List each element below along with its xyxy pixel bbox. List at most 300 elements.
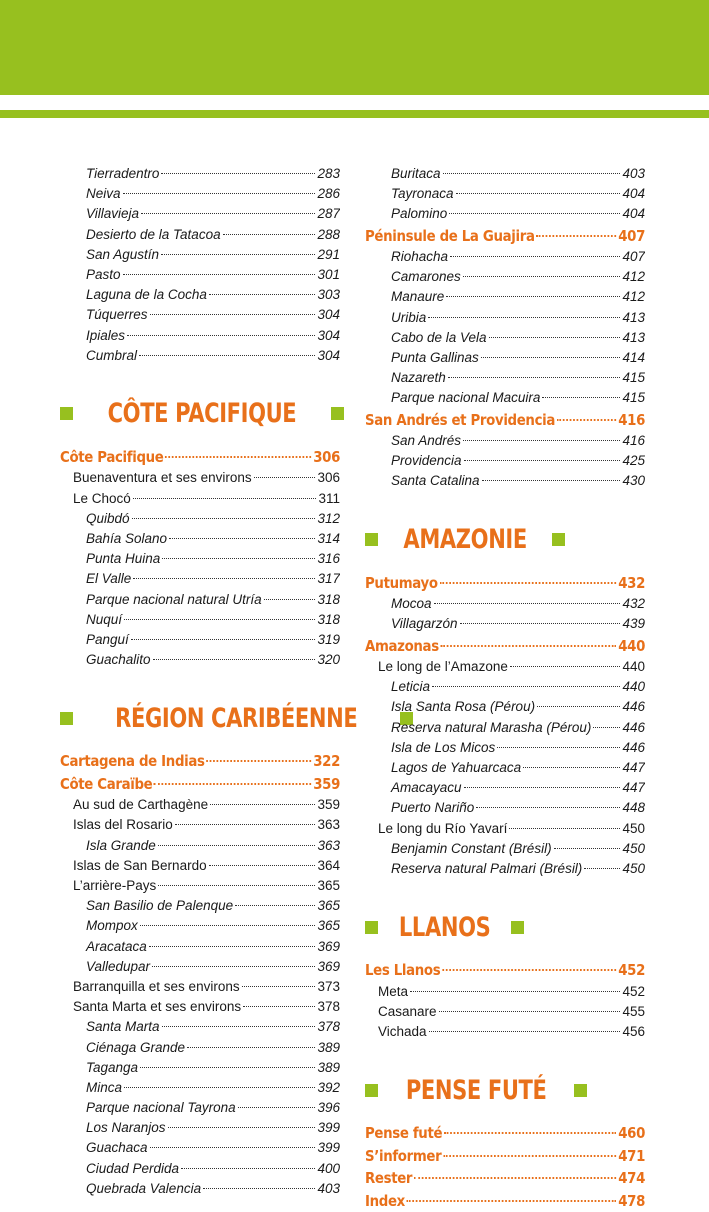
toc-entry-label: Taganga <box>86 1059 139 1075</box>
toc-entry[interactable] <box>60 815 340 835</box>
toc-entry-label: Quibdó <box>86 510 130 526</box>
toc-page-number: 403 <box>622 166 645 181</box>
toc-entry-label: El Valle <box>86 571 132 587</box>
toc-page-number: 412 <box>622 289 645 305</box>
toc-entry[interactable] <box>60 1118 340 1138</box>
toc-entry[interactable] <box>60 1017 340 1037</box>
toc-entry[interactable] <box>365 308 645 328</box>
toc-entry-label: Cabo de la Vela <box>391 329 487 345</box>
toc-entry[interactable] <box>365 718 645 738</box>
toc-main-entry[interactable] <box>365 1122 645 1145</box>
dot-leader <box>439 1011 621 1012</box>
toc-page-number: 456 <box>622 1023 645 1039</box>
dot-leader <box>444 1132 617 1134</box>
toc-page-number: 286 <box>317 186 340 202</box>
toc-entry-label: Villagarzón <box>391 616 458 632</box>
header-band <box>0 0 709 95</box>
toc-page-number: 425 <box>622 453 645 469</box>
toc-main-entry[interactable] <box>365 1190 645 1212</box>
toc-entry-label: Barranquilla et ses environs <box>73 978 240 994</box>
toc-entry[interactable] <box>60 977 340 997</box>
toc-column-left <box>60 164 358 1199</box>
dot-leader <box>463 276 621 277</box>
toc-entry[interactable] <box>365 388 645 408</box>
dot-leader <box>509 828 620 829</box>
toc-entry-label: Panguí <box>86 631 129 647</box>
dot-leader <box>536 235 616 237</box>
toc-entry-label: Rester <box>365 1169 413 1188</box>
toc-entry[interactable] <box>365 839 645 859</box>
toc-page-number: 432 <box>618 573 646 592</box>
toc-entry[interactable] <box>365 738 645 758</box>
toc-entry-label: Mocoa <box>391 596 432 612</box>
dot-leader <box>476 807 620 808</box>
toc-page-number: 416 <box>618 410 646 429</box>
toc-entry-label: Santa Marta <box>86 1019 160 1035</box>
toc-page-number: 389 <box>317 1039 340 1055</box>
toc-entry[interactable] <box>60 529 340 549</box>
dot-leader <box>254 477 316 478</box>
toc-entry-label: Lagos de Yahuarcaca <box>391 759 522 775</box>
section-title-wrap <box>73 398 331 429</box>
toc-page-number: 378 <box>317 999 340 1015</box>
toc-entry[interactable] <box>60 549 340 569</box>
toc-entry[interactable] <box>60 346 340 366</box>
toc-entry-label: Index <box>365 1191 405 1210</box>
toc-page-number: 304 <box>317 347 340 363</box>
dot-leader <box>149 946 316 947</box>
toc-entry[interactable] <box>60 876 340 896</box>
toc-entry-label: San Basilio de Palenque <box>86 898 234 914</box>
toc-entry[interactable] <box>365 677 645 697</box>
toc-entry-label: Santa Marta et ses environs <box>73 999 242 1015</box>
toc-column-right <box>365 164 645 1212</box>
toc-entry-label: Riohacha <box>391 249 449 265</box>
dot-leader <box>428 317 620 318</box>
toc-page-number: 452 <box>618 961 646 980</box>
toc-entry[interactable] <box>365 1002 645 1022</box>
toc-entry[interactable] <box>60 326 340 346</box>
dot-leader <box>203 1188 315 1189</box>
toc-page-number: 447 <box>622 780 645 796</box>
toc-page-number: 413 <box>622 309 645 325</box>
dot-leader <box>441 645 617 647</box>
square-marker-icon <box>60 407 73 420</box>
toc-page-number: 311 <box>318 490 340 506</box>
toc-entry[interactable] <box>60 285 340 305</box>
toc-entry[interactable] <box>60 1159 340 1179</box>
toc-entry[interactable] <box>60 305 340 325</box>
dot-leader <box>264 599 316 600</box>
toc-entry[interactable] <box>60 795 340 815</box>
toc-entry[interactable] <box>60 836 340 856</box>
toc-entry-label: Buenaventura et ses environs <box>73 470 252 486</box>
toc-entry-label: Parque nacional Macuira <box>391 390 541 406</box>
toc-main-entry[interactable] <box>365 635 645 658</box>
square-marker-icon <box>331 407 344 420</box>
toc-entry[interactable] <box>60 489 340 509</box>
toc-page-number: 301 <box>317 266 340 282</box>
toc-page-number: 306 <box>317 470 340 486</box>
toc-page-number: 304 <box>317 327 340 343</box>
dot-leader <box>463 440 620 441</box>
toc-entry-label: Mompox <box>86 918 138 934</box>
toc-entry[interactable] <box>60 1179 340 1199</box>
square-marker-icon <box>552 533 565 546</box>
dot-leader <box>123 274 316 275</box>
toc-entry[interactable] <box>365 328 645 348</box>
toc-entry-label: Ciénaga Grande <box>86 1039 186 1055</box>
dot-leader <box>464 787 621 788</box>
toc-page-number: 446 <box>622 699 645 715</box>
toc-entry-label: Camarones <box>391 269 461 285</box>
toc-entry[interactable] <box>60 957 340 977</box>
toc-entry-label: Reserva natural Marasha (Pérou) <box>391 719 592 735</box>
toc-entry[interactable] <box>365 247 645 267</box>
toc-page-number: 430 <box>622 473 645 489</box>
toc-entry-label: Au sud de Carthagène <box>73 797 209 813</box>
dot-leader <box>132 518 316 519</box>
toc-entry-label: Tayronaca <box>391 186 454 202</box>
toc-entry-label: Ciudad Perdida <box>86 1160 180 1176</box>
square-marker-icon <box>365 921 378 934</box>
toc-page-number: 440 <box>622 659 645 674</box>
toc-page-number: 412 <box>622 269 645 285</box>
toc-entry[interactable] <box>365 982 645 1002</box>
toc-main-entry[interactable] <box>365 959 645 982</box>
toc-page-number: 287 <box>317 206 340 222</box>
toc-entry-label: Providencia <box>391 453 462 469</box>
toc-page-number: 403 <box>317 1180 340 1196</box>
toc-entry-label: Islas del Rosario <box>73 817 173 833</box>
dot-leader <box>542 397 620 398</box>
dot-leader <box>150 1147 316 1148</box>
toc-entry[interactable] <box>60 184 340 204</box>
toc-entry-label: San Andrés et Providencia <box>365 410 556 429</box>
toc-entry[interactable] <box>60 265 340 285</box>
toc-page-number: 389 <box>317 1059 340 1075</box>
toc-entry-label: Túquerres <box>86 307 148 323</box>
dot-leader <box>481 357 621 358</box>
dot-leader <box>127 335 315 336</box>
toc-page-number: 304 <box>317 307 340 323</box>
toc-page-number: 319 <box>317 631 340 647</box>
toc-entry[interactable] <box>365 798 645 818</box>
toc-page-number: 440 <box>622 679 645 695</box>
section-heading <box>60 384 340 444</box>
toc-page-number: 322 <box>313 752 341 771</box>
toc-entry-label: Guachalito <box>86 652 151 668</box>
toc-page-number: 359 <box>313 774 341 793</box>
toc-entry[interactable] <box>60 1078 340 1098</box>
dot-leader <box>557 419 617 421</box>
toc-page-number: 474 <box>618 1169 646 1188</box>
toc-page-number: 450 <box>622 820 645 836</box>
toc-entry[interactable] <box>60 856 340 876</box>
toc-page-number: 359 <box>317 797 340 813</box>
toc-page-number: 439 <box>622 616 645 632</box>
dot-leader <box>537 706 620 707</box>
toc-page-number: 447 <box>622 759 645 775</box>
dot-leader <box>124 619 315 620</box>
toc-page-number: 414 <box>622 350 645 365</box>
toc-entry-label: Le long du Río Yavarí <box>378 820 508 836</box>
toc-entry-label: Isla Grande <box>86 837 156 853</box>
toc-entry-label: Los Naranjos <box>86 1120 166 1136</box>
square-marker-icon <box>574 1084 587 1097</box>
toc-entry[interactable] <box>60 610 340 630</box>
toc-entry[interactable] <box>365 348 645 368</box>
square-marker-icon <box>365 1084 378 1097</box>
dot-leader <box>161 254 315 255</box>
toc-entry-label: L’arrière-Pays <box>73 878 157 893</box>
toc-main-entry[interactable] <box>365 1167 645 1190</box>
dot-leader <box>187 1047 315 1048</box>
toc-entry-label: Isla de Los Micos <box>391 739 496 755</box>
header-stripe <box>0 110 709 118</box>
dot-leader <box>434 603 621 604</box>
toc-entry-label: Puerto Nariño <box>391 800 475 816</box>
toc-page-number: 450 <box>622 840 645 856</box>
toc-entry[interactable] <box>60 997 340 1017</box>
toc-page-number: 303 <box>317 287 340 303</box>
dot-leader <box>206 760 311 762</box>
toc-page-number: 407 <box>618 226 646 245</box>
dot-leader <box>139 355 315 356</box>
toc-page-number: 446 <box>622 739 645 755</box>
toc-page-number: 365 <box>317 878 340 893</box>
toc-entry[interactable] <box>60 204 340 224</box>
toc-entry-label: Pense futé <box>365 1124 443 1143</box>
toc-entry-label: Reserva natural Palmari (Brésil) <box>391 860 583 876</box>
section-title: AMAZONIE <box>403 524 527 556</box>
toc-entry[interactable] <box>60 1058 340 1078</box>
toc-page-number: 314 <box>317 530 340 546</box>
toc-entry[interactable] <box>60 468 340 488</box>
dot-leader <box>169 538 315 539</box>
toc-main-entry[interactable] <box>365 409 645 432</box>
toc-entry-label: Cartagena de Indias <box>60 752 205 771</box>
toc-entry[interactable] <box>60 590 340 610</box>
toc-page-number: 312 <box>317 510 340 526</box>
section-title: PENSE FUTÉ <box>405 1074 547 1106</box>
toc-main-entry[interactable] <box>60 773 340 796</box>
dot-leader <box>464 460 621 461</box>
toc-page-number: 415 <box>622 370 645 386</box>
toc-entry[interactable] <box>365 1022 645 1042</box>
section-title: LLANOS <box>398 911 491 943</box>
toc-entry-label: Quebrada Valencia <box>86 1180 202 1196</box>
toc-entry[interactable] <box>60 896 340 916</box>
toc-page-number: 404 <box>622 186 645 202</box>
dot-leader <box>181 1168 315 1169</box>
dot-leader <box>158 885 315 886</box>
dot-leader <box>223 234 316 235</box>
toc-entry[interactable] <box>365 431 645 451</box>
toc-entry[interactable] <box>365 819 645 839</box>
toc-entry[interactable] <box>60 937 340 957</box>
toc-entry[interactable] <box>365 164 645 184</box>
dot-leader <box>482 480 621 481</box>
toc-page-number: 318 <box>317 591 340 607</box>
toc-entry[interactable] <box>60 164 340 184</box>
dot-leader <box>141 213 315 214</box>
dot-leader <box>209 294 316 295</box>
toc-main-entry[interactable] <box>365 572 645 595</box>
dot-leader <box>443 173 621 174</box>
toc-entry-label: Côte Caraïbe <box>60 774 153 793</box>
toc-entry[interactable] <box>60 630 340 650</box>
dot-leader <box>489 337 621 338</box>
toc-page-number: 478 <box>618 1191 646 1210</box>
toc-entry-label: Isla Santa Rosa (Pérou) <box>391 699 536 715</box>
square-marker-icon <box>365 533 378 546</box>
toc-page-number: 404 <box>622 206 645 222</box>
dot-leader <box>133 578 315 579</box>
dot-leader <box>414 1177 617 1179</box>
toc-entry[interactable] <box>365 859 645 879</box>
dot-leader <box>210 804 315 805</box>
toc-entry-label: Laguna de la Cocha <box>86 287 207 303</box>
dot-leader <box>238 1107 316 1108</box>
dot-leader <box>456 193 621 194</box>
dot-leader <box>154 783 311 785</box>
toc-entry-label: Santa Catalina <box>391 473 480 489</box>
toc-entry[interactable] <box>365 451 645 471</box>
toc-entry-label: Uribia <box>391 309 427 325</box>
toc-page-number: 318 <box>317 611 340 627</box>
toc-entry[interactable] <box>365 697 645 717</box>
toc-main-entry[interactable] <box>60 446 340 469</box>
toc-page-number: 440 <box>618 636 646 655</box>
toc-entry-label: S’informer <box>365 1146 442 1165</box>
toc-entry-label: Punta Gallinas <box>391 350 479 365</box>
toc-entry[interactable] <box>60 1038 340 1058</box>
toc-entry-label: San Agustín <box>86 246 160 262</box>
toc-page-number: 450 <box>622 860 645 876</box>
dot-leader <box>158 845 316 846</box>
toc-page-number: 399 <box>317 1140 340 1156</box>
toc-entry-label: Parque nacional Tayrona <box>86 1100 236 1116</box>
toc-entry[interactable] <box>60 225 340 245</box>
toc-entry-label: Punta Huina <box>86 551 161 567</box>
toc-entry-label: Neiva <box>86 186 121 202</box>
toc-entry-label: Tierradentro <box>86 166 160 181</box>
toc-entry[interactable] <box>365 778 645 798</box>
dot-leader <box>407 1200 617 1202</box>
dot-leader <box>448 377 621 378</box>
toc-page-number: 365 <box>317 918 340 934</box>
toc-entry[interactable] <box>365 267 645 287</box>
toc-entry[interactable] <box>365 594 645 614</box>
toc-entry[interactable] <box>365 657 645 677</box>
toc-page-number: 416 <box>622 433 645 449</box>
toc-main-entry[interactable] <box>60 750 340 773</box>
toc-entry-label: Pasto <box>86 266 121 282</box>
dot-leader <box>593 727 620 728</box>
dot-leader <box>162 558 315 559</box>
toc-entry-label: Côte Pacifique <box>60 447 164 466</box>
toc-page-number: 392 <box>317 1079 340 1095</box>
dot-leader <box>523 767 620 768</box>
toc-entry-label: Les Llanos <box>365 961 441 980</box>
dot-leader <box>123 193 316 194</box>
toc-entry-label: Villavieja <box>86 206 140 222</box>
toc-entry-label: Péninsule de La Guajira <box>365 226 535 245</box>
section-title: CÔTE PACIFIQUE <box>107 398 297 430</box>
toc-entry-label: Valledupar <box>86 958 151 974</box>
toc-page-number: 448 <box>622 800 645 816</box>
toc-entry-label: Benjamin Constant (Brésil) <box>391 840 552 856</box>
toc-page-number: 283 <box>317 166 340 181</box>
toc-page-number: 400 <box>317 1160 340 1176</box>
toc-entry[interactable] <box>60 1098 340 1118</box>
toc-entry[interactable] <box>60 245 340 265</box>
toc-entry[interactable] <box>365 471 645 491</box>
dot-leader <box>410 991 620 992</box>
toc-entry-label: Amacayacu <box>391 780 462 796</box>
toc-entry[interactable] <box>365 287 645 307</box>
toc-page-number: 364 <box>317 857 340 873</box>
section-heading <box>60 688 358 748</box>
toc-page-number: 399 <box>317 1120 340 1136</box>
toc-page-number: 432 <box>622 596 645 612</box>
toc-page-number: 378 <box>317 1019 340 1035</box>
dot-leader <box>584 868 620 869</box>
dot-leader <box>168 1127 316 1128</box>
toc-page-number: 363 <box>317 817 340 833</box>
toc-entry[interactable] <box>60 1138 340 1158</box>
toc-entry-label: San Andrés <box>391 433 462 449</box>
dot-leader <box>140 925 316 926</box>
toc-page-number: 396 <box>317 1100 340 1116</box>
dot-leader <box>165 456 311 458</box>
dot-leader <box>439 582 616 584</box>
dot-leader <box>243 1006 315 1007</box>
toc-entry-label: Le Chocó <box>73 490 131 506</box>
toc-entry[interactable] <box>365 614 645 634</box>
section-heading <box>365 510 645 570</box>
toc-entry-label: Ipiales <box>86 327 126 343</box>
toc-main-entry[interactable] <box>365 1145 645 1168</box>
section-title-wrap <box>73 703 400 734</box>
toc-entry-label: Vichada <box>378 1023 427 1039</box>
dot-leader <box>131 639 316 640</box>
toc-entry[interactable] <box>60 916 340 936</box>
toc-page-number: 363 <box>317 837 340 853</box>
toc-entry[interactable] <box>60 509 340 529</box>
toc-entry[interactable] <box>365 368 645 388</box>
toc-entry[interactable] <box>365 204 645 224</box>
toc-main-entry[interactable] <box>365 225 645 248</box>
toc-entry[interactable] <box>60 650 340 670</box>
toc-entry-label: Casanare <box>378 1003 437 1019</box>
square-marker-icon <box>60 712 73 725</box>
toc-entry-label: Nuquí <box>86 611 123 627</box>
dot-leader <box>432 686 620 687</box>
dot-leader <box>460 623 621 624</box>
toc-entry[interactable] <box>365 184 645 204</box>
toc-page-number: 452 <box>622 983 645 999</box>
dot-leader <box>442 969 616 971</box>
toc-page-number: 369 <box>317 958 340 974</box>
toc-entry-label: Putumayo <box>365 573 438 592</box>
toc-entry[interactable] <box>60 569 340 589</box>
dot-leader <box>209 865 316 866</box>
toc-entry-label: Aracataca <box>86 938 147 954</box>
dot-leader <box>446 296 620 297</box>
toc-entry[interactable] <box>365 758 645 778</box>
